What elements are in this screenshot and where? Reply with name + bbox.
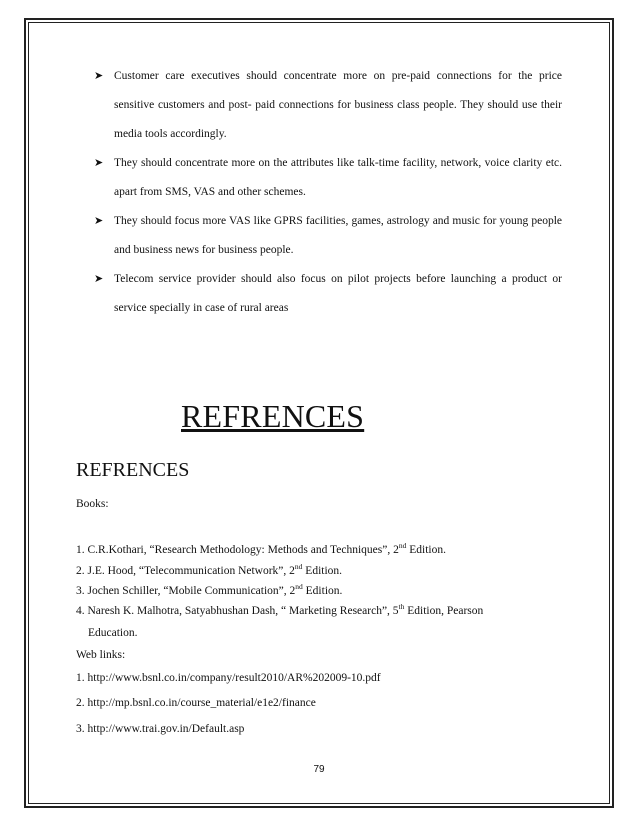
web-link[interactable]: 1. http://www.bsnl.co.in/company/result2010/AR%202009-10.pdf	[76, 672, 381, 684]
books-label: Books:	[76, 498, 109, 510]
bullet-item	[94, 149, 562, 207]
references-heading: REFRENCES	[181, 398, 365, 434]
book-reference: 4. Naresh K. Malhotra, Satyabhushan Dash, “ Marketing Research”, 5th Edition, Pearson	[76, 602, 484, 617]
bullet-item	[94, 265, 562, 323]
arrow-bullet-icon: ➤	[94, 70, 104, 82]
bullet-text: They should focus more VAS like GPRS facilities, games, astrology and music for young people and business news for business people.	[114, 215, 562, 256]
book-reference: 2. J.E. Hood, “Telecommunication Network”, 2nd Edition.	[76, 562, 343, 577]
references-subheading: REFRENCES	[76, 459, 190, 481]
web-link[interactable]: 3. http://www.trai.gov.in/Default.asp	[76, 723, 245, 735]
bullet-item	[94, 62, 562, 149]
book-reference-continuation: Education.	[88, 627, 138, 639]
arrow-bullet-icon: ➤	[94, 273, 104, 285]
recommendation-list	[94, 62, 562, 323]
arrow-bullet-icon: ➤	[94, 157, 104, 169]
book-reference: 3. Jochen Schiller, “Mobile Communication”, 2nd Edition.	[76, 582, 343, 597]
web-links-label: Web links:	[76, 649, 126, 661]
bullet-text: Customer care executives should concentrate more on pre-paid connections for the price sensitive customers and post- paid connections for business class people. They should use their media tools accordingly.	[114, 70, 562, 140]
bullet-text: Telecom service provider should also focus on pilot projects before launching a product or service specially in case of rural areas	[114, 273, 562, 314]
web-link[interactable]: 2. http://mp.bsnl.co.in/course_material/e1e2/finance	[76, 697, 316, 709]
bullet-text: They should concentrate more on the attributes like talk-time facility, network, voice clarity etc. apart from SMS, VAS and other schemes.	[114, 157, 562, 198]
page-number: 79	[313, 764, 325, 775]
bullet-item	[94, 207, 562, 265]
book-reference: 1. C.R.Kothari, “Research Methodology: Methods and Techniques”, 2nd Edition.	[76, 541, 446, 556]
arrow-bullet-icon: ➤	[94, 215, 104, 227]
